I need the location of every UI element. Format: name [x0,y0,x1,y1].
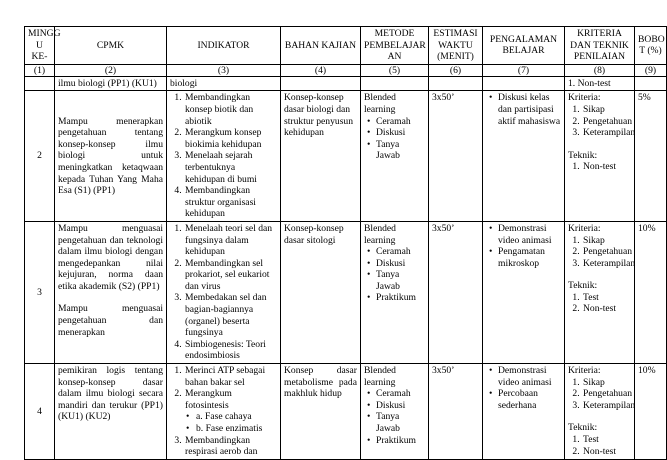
kriteria-cell [565,221,635,363]
list-item: • Tanya Jawab [376,411,425,434]
kriteria-title: Kriteria: [568,222,601,234]
cpmk-cell: ilmu biologi (PP1) (KU1) [55,76,167,91]
cpmk-cell: pemikiran logis tentang konsep-konsep dasar dalam ilmu biologi secara mandiri dan terukur (PP1) (KU1) (KU2) [55,364,167,460]
estimasi-cell: 3x50’ [429,364,483,460]
col-number: (2) [55,64,167,76]
col-number: (7) [483,64,565,76]
teknik-title: Teknik: [568,280,598,292]
list-item: • Demonstrasi video animasi [498,223,561,246]
list-item: 2. Non-test [582,446,631,458]
list-item: • Demonstrasi video animasi [498,365,561,388]
indikator-cell [167,91,281,222]
list-item: 1. Non-test [582,161,631,173]
list-item: 1. Test [582,434,631,446]
indikator-cell [167,364,281,460]
indikator-cell [167,221,281,363]
estimasi-cell: 3x50’ [429,221,483,363]
header-indikator: INDIKATOR [167,27,281,65]
list-item: 2. Pengetahuan [582,116,631,128]
week-number: 4 [25,364,55,460]
table-row-week-4 [25,364,667,460]
list-item: • Tanya Jawab [376,269,425,292]
list-item: 1. Sikap [582,377,631,389]
table-row-continued [25,76,667,91]
list-item: 2. Merangkum fotosintesis • a. Fase cahaya • b. Fase enzimatis [184,388,277,434]
list-item: 1. Test [582,292,631,304]
list-item: 3. Keterampilan [582,127,631,139]
pengalaman-cell [483,221,565,363]
week-number: 2 [25,91,55,222]
list-item: 1. Merinci ATP sebagai bahan bakar sel [184,365,277,388]
metode-cell [361,91,429,222]
table-row-week-2 [25,91,667,222]
header-cpmk: CPMK [55,27,167,65]
col-number: (1) [25,64,55,76]
kriteria-cell [565,364,635,460]
pengalaman-cell [483,91,565,222]
header-metode: METODE PEMBELAJAR AN [361,27,429,65]
kriteria-title: Kriteria: [568,365,601,377]
kriteria-title: Kriteria: [568,92,601,104]
indikator-cell: biologi [167,76,281,91]
list-item: 4. Simbiogenesis: Teori endosimbiosis [184,339,277,362]
header-bobot: BOBO T (%) [635,27,667,65]
list-item: 3. Keterampilan [582,258,631,270]
col-number: (3) [167,64,281,76]
metode-title: Blended learning [364,92,396,115]
list-item: 2. Pengetahuan [582,246,631,258]
metode-cell [361,221,429,363]
col-number: (9) [635,64,667,76]
column-number-row [25,64,667,76]
metode-title: Blended learning [364,222,396,246]
list-item: • Ceramah [376,116,425,128]
teknik-title: Teknik: [568,149,598,161]
list-item: • Pengamatan mikroskop [498,246,561,269]
bobot-cell: 5% [635,91,667,222]
col-number: (4) [281,64,361,76]
list-item: 1. Membandingkan konsep biotik dan abiotik [184,92,277,127]
list-item: 1. Menelaah teori sel dan fungsinya dalam kehidupan [184,223,277,258]
col-number: (6) [429,64,483,76]
bahan-cell: Konsep dasar metabolisme pada makhluk hidup [281,364,361,460]
bobot-cell: 10% [635,221,667,363]
list-item: • Praktikum [376,292,425,304]
header-minggu: MINGG U KE- [25,27,55,65]
list-item: 3. Membandingkan respirasi aerob dan [184,435,277,458]
metode-cell [361,364,429,460]
list-item: 1. Sikap [582,235,631,247]
rps-table [24,26,667,460]
col-number: (5) [361,64,429,76]
list-item: 3. Keterampilan [582,400,631,412]
list-item: • Diskusi kelas dan partisipasi aktif mahasiswa [498,92,561,127]
list-item: 2. Pengetahuan [582,388,631,400]
col-number: (8) [565,64,635,76]
kriteria-cell [565,91,635,222]
sub-item: • b. Fase enzimatis [195,423,277,435]
header-estimasi: ESTIMASI WAKTU (MENIT) [429,27,483,65]
list-item: 4. Membandingkan struktur organisasi kehidupan [184,185,277,220]
week-number: 3 [25,221,55,363]
cpmk-cell: Mampu menguasai pengetahuan dan teknologi dalam ilmu biologi dengan mengedepankan nilai kejujuran, norma daan etika akademik (S2) (PP1) Mampu menguasai pengetahuan dan menerapkan [55,221,167,363]
kriteria-cell: 1. Non-test [565,76,635,91]
list-item: 2. Non-test [582,303,631,315]
list-item: 1. Sikap [582,104,631,116]
bahan-cell: Konsep-konsep dasar biologi dan struktur penyusun kehidupan [281,91,361,222]
list-item: • Diskusi [376,400,425,412]
header-bahan-kajian: BAHAN KAJIAN [281,27,361,65]
bobot-cell: 10% [635,364,667,460]
metode-title: Blended learning [364,365,396,388]
list-item: • Percobaan sederhana [498,388,561,411]
header-row [25,27,667,65]
list-item: • Diskusi [376,127,425,139]
list-item: 2. Membandingkan sel prokariot, sel eukariot dan virus [184,258,277,293]
list-item: 3. Menelaah sejarah terbentuknya kehidupan di bumi [184,150,277,185]
pengalaman-cell [483,364,565,460]
list-item: 2. Merangkum konsep biokimia kehidupan [184,127,277,150]
list-item: • Diskusi [376,258,425,270]
table-row-week-3 [25,221,667,363]
header-pengalaman: PENGALAMAN BELAJAR [483,27,565,65]
estimasi-cell: 3x50’ [429,91,483,222]
list-item: • Tanya Jawab [376,139,425,162]
list-item: • Praktikum [376,435,425,447]
bahan-cell: Konsep-konsep dasar sitologi [281,221,361,363]
teknik-title: Teknik: [568,422,598,434]
sub-item: • a. Fase cahaya [195,411,277,423]
header-kriteria: KRITERIA DAN TEKNIK PENILAIAN [565,27,635,65]
list-item: • Ceramah [376,388,425,400]
list-item: • Ceramah [376,246,425,258]
cpmk-cell: Mampu menerapkan pengetahuan tentang konsep-konsep ilmu biologi untuk meningkatkan ketaqwaan kepada Tuhan Yang Maha Esa (S1) (PP1) [55,91,167,222]
list-item: 3. Membedakan sel dan bagian-bagiannya (organel) beserta fungsinya [184,292,277,338]
